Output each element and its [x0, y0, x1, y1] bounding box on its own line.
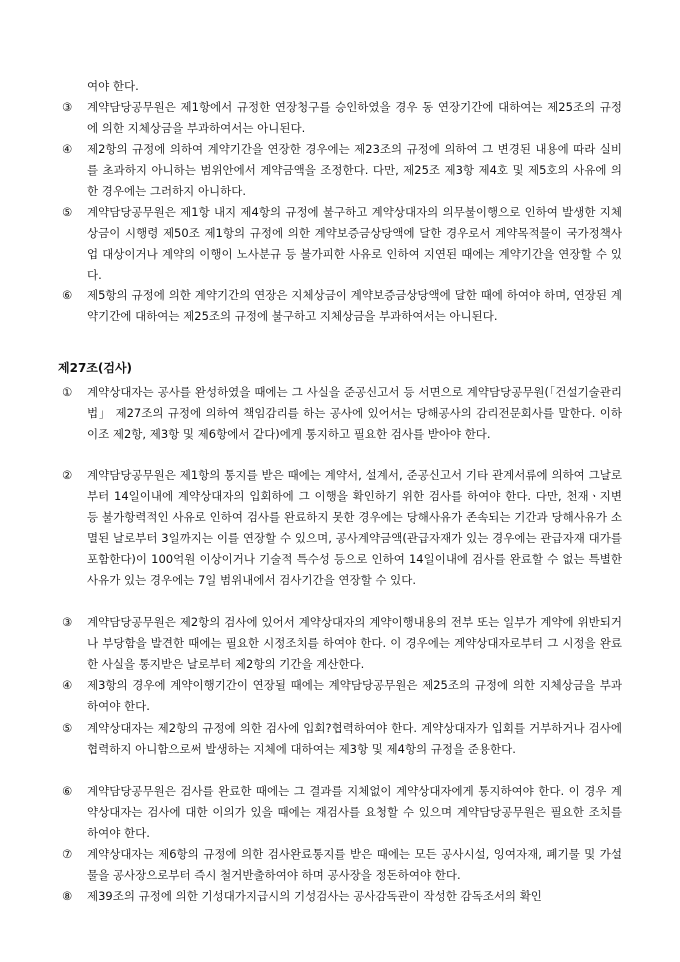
article26-item-4	[62, 139, 622, 202]
article27-item-7	[62, 844, 622, 886]
article26-item-6	[62, 285, 622, 327]
item-number: ⑦	[62, 847, 73, 861]
item-text: 계약상대자는 공사를 완성하였을 때에는 그 사실을 준공신고서 등 서면으로 계약담당공무원(「건설기술관리법」 제27조의 규정에 의하여 책임감리를 하는 공사에 있어서는 당해공사의 감리전문회사를 말한다. 이하 이조 제2항, 제3항 및 제6항에서 같다)에게 통지하고 필요한 검사를 받아야 한다.	[87, 385, 622, 441]
item-number: ④	[62, 678, 73, 692]
item-text: 계약담당공무원은 제1항의 통지를 받은 때에는 계약서, 설계서, 준공신고서 기타 관계서류에 의하여 그날로부터 14일이내에 계약상대자의 입회하에 그 이행을 확인하기 위한 검사를 하여야 한다. 다만, 천재ㆍ지변 등 불가항력적인 사유로 인하여 검사를 완료하지 못한 경우에는 당해사유가 존속되는 기간과 당해사유가 소멸된 날로부터 3일까지는 이를 연장할 수 있으며, 공사계약금액(관급자재가 있는 경우에는 관급자재 대가를 포함한다)이 100억원 이상이거나 기술적 특수성 등으로 인하여 14일이내에 검사를 완료할 수 없는 특별한 사유가 있는 경우에는 7일 범위내에서 검사기간을 연장할 수 있다.	[87, 468, 622, 587]
item-text: 제5항의 규정에 의한 계약기간의 연장은 지체상금이 계약보증금상당액에 달한 때에 하여야 하며, 연장된 계약기간에 대하여는 제25조의 규정에 불구하고 지체상금을 부과하여서는 아니된다.	[87, 288, 622, 323]
item-text: 계약상대자는 제2항의 규정에 의한 검사에 입회?협력하여야 한다. 계약상대자가 입회를 거부하거나 검사에 협력하지 아니함으로써 발생하는 지체에 대하여는 제3항 및 제4항의 규정을 준용한다.	[87, 721, 622, 756]
article27-item-4	[62, 675, 622, 717]
item-text: 제3항의 경우에 계약이행기간이 연장될 때에는 계약담당공무원은 제25조의 규정에 의한 지체상금을 부과하여야 한다.	[87, 678, 622, 713]
item-text: 계약담당공무원은 제2항의 검사에 있어서 계약상대자의 계약이행내용의 전부 또는 일부가 계약에 위반되거나 부당함을 발견한 때에는 필요한 시정조치를 하여야 한다. 이 경우에는 계약상대자로부터 그 시정을 완료한 사실을 통지받은 날로부터 제2항의 기간을 계산한다.	[87, 615, 622, 671]
article27-item-6	[62, 781, 622, 844]
item-number: ③	[62, 615, 73, 629]
item-number: ⑤	[62, 721, 73, 735]
continuation-text: 여야 한다.	[87, 79, 139, 93]
article27-item-3	[62, 612, 622, 675]
article27-item-2	[62, 465, 622, 591]
article27-heading: 제27조(검사)	[58, 361, 133, 375]
item-number: ⑥	[62, 784, 73, 798]
item-number: ④	[62, 142, 73, 156]
item-number: ②	[62, 468, 73, 482]
item-text: 계약상대자는 제6항의 규정에 의한 검사완료통지를 받은 때에는 모든 공사시설, 잉여자재, 폐기물 및 가설물을 공사장으로부터 즉시 철거반출하여야 하며 공사장을 정돈하여야 한다.	[87, 847, 622, 882]
article27-item-1	[62, 382, 622, 445]
item-number: ⑧	[62, 889, 73, 903]
item-number: ③	[62, 100, 73, 114]
article27-item-5	[62, 718, 622, 760]
item-number: ⑥	[62, 288, 73, 302]
item-number: ⑤	[62, 205, 73, 219]
item-text: 제2항의 규정에 의하여 계약기간을 연장한 경우에는 제23조의 규정에 의하여 그 변경된 내용에 따라 실비를 초과하지 아니하는 범위안에서 계약금액을 조정한다. 다만, 제25조 제3항 제4호 및 제5호의 사유에 의한 경우에는 그러하지 아니하다.	[87, 142, 622, 198]
article27-item-8	[62, 886, 622, 907]
item-text: 계약담당공무원은 제1항에서 규정한 연장청구를 승인하였을 경우 동 연장기간에 대하여는 제25조의 규정에 의한 지체상금을 부과하여서는 아니된다.	[87, 100, 622, 135]
item-number: ①	[62, 385, 73, 399]
article26-item-3	[62, 97, 622, 139]
item-text: 제39조의 규정에 의한 기성대가지급시의 기성검사는 공사감독관이 작성한 감독조서의 확인	[87, 889, 542, 903]
article26-item-5	[62, 202, 622, 286]
item-text: 계약담당공무원은 제1항 내지 제4항의 규정에 불구하고 계약상대자의 의무불이행으로 인하여 발생한 지체상금이 시행령 제50조 제1항의 규정에 의한 계약보증금상당액에 달한 경우로서 계약목적물이 국가정책사업 대상이거나 계약의 이행이 노사분규 등 불가피한 사유로 인하여 지연된 때에는 계약기간을 연장할 수 있다.	[87, 205, 622, 282]
item-text: 계약담당공무원은 검사를 완료한 때에는 그 결과를 지체없이 계약상대자에게 통지하여야 한다. 이 경우 계약상대자는 검사에 대한 이의가 있을 때에는 재검사를 요청할 수 있으며 계약담당공무원은 필요한 조치를 하여야 한다.	[87, 784, 622, 840]
